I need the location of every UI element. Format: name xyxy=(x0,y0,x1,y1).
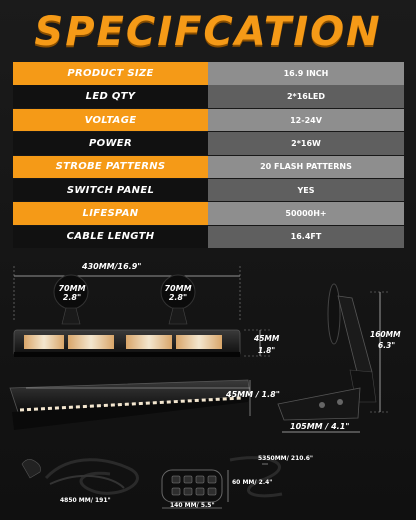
spec-row xyxy=(13,109,404,132)
spec-row xyxy=(13,62,404,85)
light-bar-angled xyxy=(10,380,250,430)
suction-right-mm: 70MM xyxy=(164,284,192,293)
spec-label: LIFESPAN xyxy=(13,202,208,225)
spec-row xyxy=(13,202,404,225)
side-view-bracket xyxy=(278,284,390,432)
bracket-width-label: 105MM / 4.1" xyxy=(290,422,350,431)
panel-height-label: 60 MM/ 2.4" xyxy=(232,479,273,486)
spec-label: STROBE PATTERNS xyxy=(13,156,208,179)
suction-left-in: 2.8" xyxy=(62,293,82,302)
height-label-in: 1.8" xyxy=(258,346,276,355)
length-dimension-line xyxy=(14,266,240,322)
spec-row xyxy=(13,179,404,202)
spec-value: 16.4FT xyxy=(208,226,404,249)
product-diagram xyxy=(0,252,416,520)
side-height-label-mm: 160MM xyxy=(370,330,401,339)
light-bar-front xyxy=(14,330,240,357)
panel-width-label: 140 MM/ 5.5" xyxy=(170,502,215,509)
spec-value: 20 FLASH PATTERNS xyxy=(208,156,404,179)
spec-row xyxy=(13,156,404,179)
cable-kit xyxy=(22,458,282,496)
suction-left-mm: 70MM xyxy=(58,284,86,293)
length-label: 430MM/16.9" xyxy=(82,262,142,271)
page-title: SPECIFCATION xyxy=(34,9,382,55)
spec-label: VOLTAGE xyxy=(13,109,208,132)
spec-value: 12-24V xyxy=(208,109,404,132)
spec-label: LED QTY xyxy=(13,85,208,108)
suction-left-label xyxy=(58,284,86,302)
power-cable-label: 4850 MM/ 191" xyxy=(60,497,111,504)
suction-right-label xyxy=(164,284,192,302)
spec-label: CABLE LENGTH xyxy=(13,226,208,249)
spec-row xyxy=(13,132,404,155)
height-label-mm: 45MM xyxy=(254,334,280,343)
spec-value: 50000H+ xyxy=(208,202,404,225)
spec-value: 16.9 INCH xyxy=(208,62,404,85)
spec-value: 2*16W xyxy=(208,132,404,155)
spec-label: POWER xyxy=(13,132,208,155)
spec-value: 2*16LED xyxy=(208,85,404,108)
spec-label: SWITCH PANEL xyxy=(13,179,208,202)
spec-label: PRODUCT SIZE xyxy=(13,62,208,85)
spec-value: YES xyxy=(208,179,404,202)
main-cable-label: 5350MM/ 210.6" xyxy=(258,455,314,462)
front-height-label: 45MM / 1.8" xyxy=(226,390,280,399)
side-height-label-in: 6.3" xyxy=(378,341,396,350)
spec-row xyxy=(13,85,404,108)
spec-row xyxy=(13,226,404,249)
spec-table xyxy=(13,62,404,249)
suction-right-in: 2.8" xyxy=(168,293,188,302)
